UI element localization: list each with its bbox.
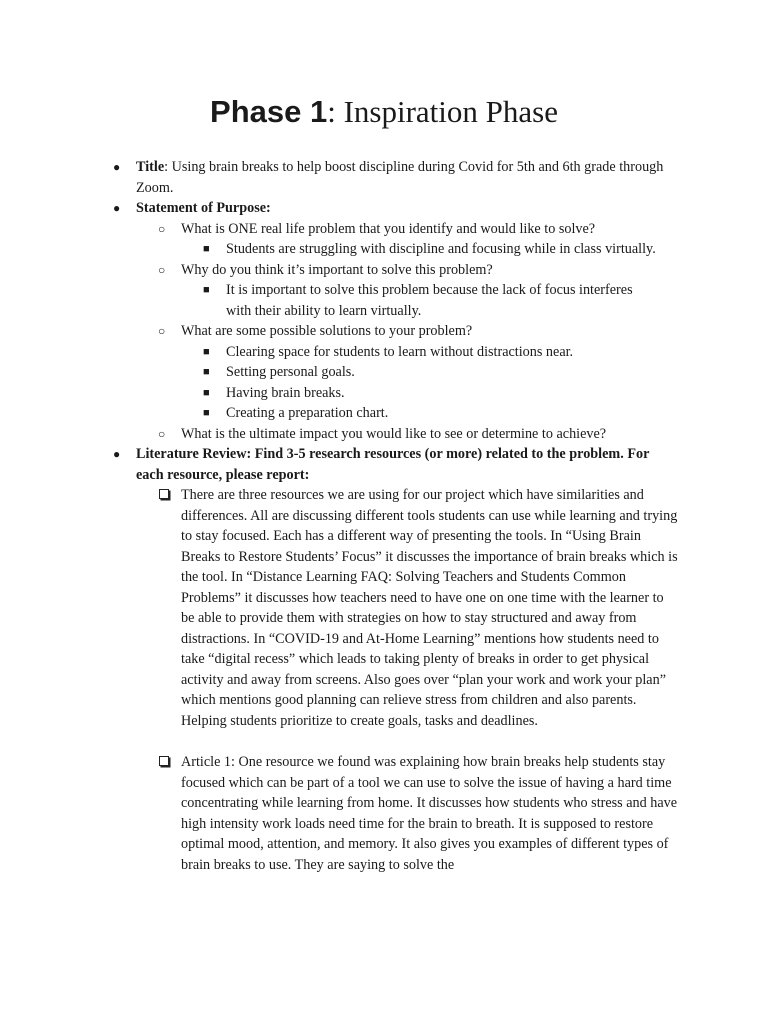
literature-item bbox=[0, 444, 768, 485]
question-text: What is the ultimate impact you would like to see or determine to achieve? bbox=[181, 425, 607, 442]
title-item bbox=[0, 157, 768, 198]
answer-text: Students are struggling with discipline and focusing while in class virtually. bbox=[226, 241, 656, 257]
purpose-item bbox=[0, 198, 768, 219]
literature-entry bbox=[0, 752, 768, 875]
bullet-circle: ○ bbox=[158, 221, 166, 236]
checkbox-icon bbox=[159, 489, 169, 499]
answer-item bbox=[0, 362, 768, 383]
outline-list bbox=[0, 157, 768, 875]
bullet-square: ■ bbox=[203, 407, 210, 419]
bullet-circle: ○ bbox=[158, 262, 166, 277]
question-item bbox=[0, 321, 768, 342]
answer-text: Having brain breaks. bbox=[226, 384, 345, 401]
literature-label: Literature Review: Find 3-5 research resources (or more) related to the problem. For each resource, please report: bbox=[136, 446, 650, 483]
answer-text: It is important to solve this problem because the lack of focus interferes with their ability to learn virtually. bbox=[226, 282, 633, 319]
question-text: What are some possible solutions to your problem? bbox=[181, 323, 473, 339]
question-item bbox=[0, 219, 768, 240]
bullet-square: ■ bbox=[203, 284, 210, 296]
question-text: What is ONE real life problem that you identify and would like to solve? bbox=[181, 220, 596, 237]
answer-item bbox=[0, 239, 768, 260]
bullet-circle: ○ bbox=[158, 426, 166, 441]
literature-entry bbox=[0, 485, 768, 731]
spacer bbox=[0, 731, 768, 752]
bullet-disc: ● bbox=[113, 447, 121, 461]
purpose-label: Statement of Purpose: bbox=[136, 200, 271, 216]
checkbox-icon bbox=[159, 756, 169, 766]
question-item bbox=[0, 424, 768, 445]
bullet-circle: ○ bbox=[158, 324, 166, 338]
answer-item bbox=[0, 280, 768, 321]
answer-text: Clearing space for students to learn without distractions near. bbox=[226, 343, 574, 360]
bullet-disc: ● bbox=[113, 160, 121, 174]
answer-item bbox=[0, 403, 768, 424]
bullet-disc: ● bbox=[113, 201, 121, 215]
answer-item bbox=[0, 383, 768, 404]
bullet-square: ■ bbox=[203, 243, 210, 255]
answer-text: Creating a preparation chart. bbox=[226, 405, 389, 421]
title-phase: Phase 1 bbox=[210, 94, 328, 129]
title-label: Title bbox=[136, 159, 165, 175]
question-item bbox=[0, 260, 768, 281]
title-text: : Using brain breaks to help boost discipline during Covid for 5th and 6th grade through Zoom. bbox=[136, 159, 664, 196]
page-title bbox=[0, 92, 768, 132]
bullet-square: ■ bbox=[203, 366, 210, 378]
bullet-square: ■ bbox=[203, 345, 210, 358]
answer-item bbox=[0, 342, 768, 363]
answer-text: Setting personal goals. bbox=[226, 364, 355, 380]
question-text: Why do you think it’s important to solve this problem? bbox=[181, 261, 493, 278]
entry-text: There are three resources we are using for our project which have similarities and differences. All are discussing different tools students can use while learning and trying to stay focused. Each has a different way of presenting the tools. In “Using Brain Breaks to Restore Students’ Focus” it discusses the importance of brain breaks which is the tool. In “Distance Learning FAQ: Solving Teachers and Students Common Problems” it discusses how teachers need to have one on one time with the learner to be able to provide them with strategies on how to stay structured and away from distractions. In “COVID-19 and At-Home Learning” mentions how students need to take “digital recess” which leads to taking plenty of breaks in order to get physical activity and away from screens. Also goes over “plan your work and work your plan” which mentions good planning can relieve stress from children and also parents. Helping students prioritize to create goals, tasks and deadlines. bbox=[181, 487, 678, 729]
title-name: : Inspiration Phase bbox=[327, 94, 558, 129]
entry-text: Article 1: One resource we found was explaining how brain breaks help students stay focused which can be part of a tool we can use to solve the issue of having a hard time concentrating while learning from home. It discusses how students who stress and have high intensity work loads need time for the brain to breath. It is supposed to restore optimal mood, attention, and memory. It also gives you examples of different types of brain breaks to use. They are saying to solve the bbox=[181, 754, 678, 873]
bullet-square: ■ bbox=[203, 386, 210, 399]
